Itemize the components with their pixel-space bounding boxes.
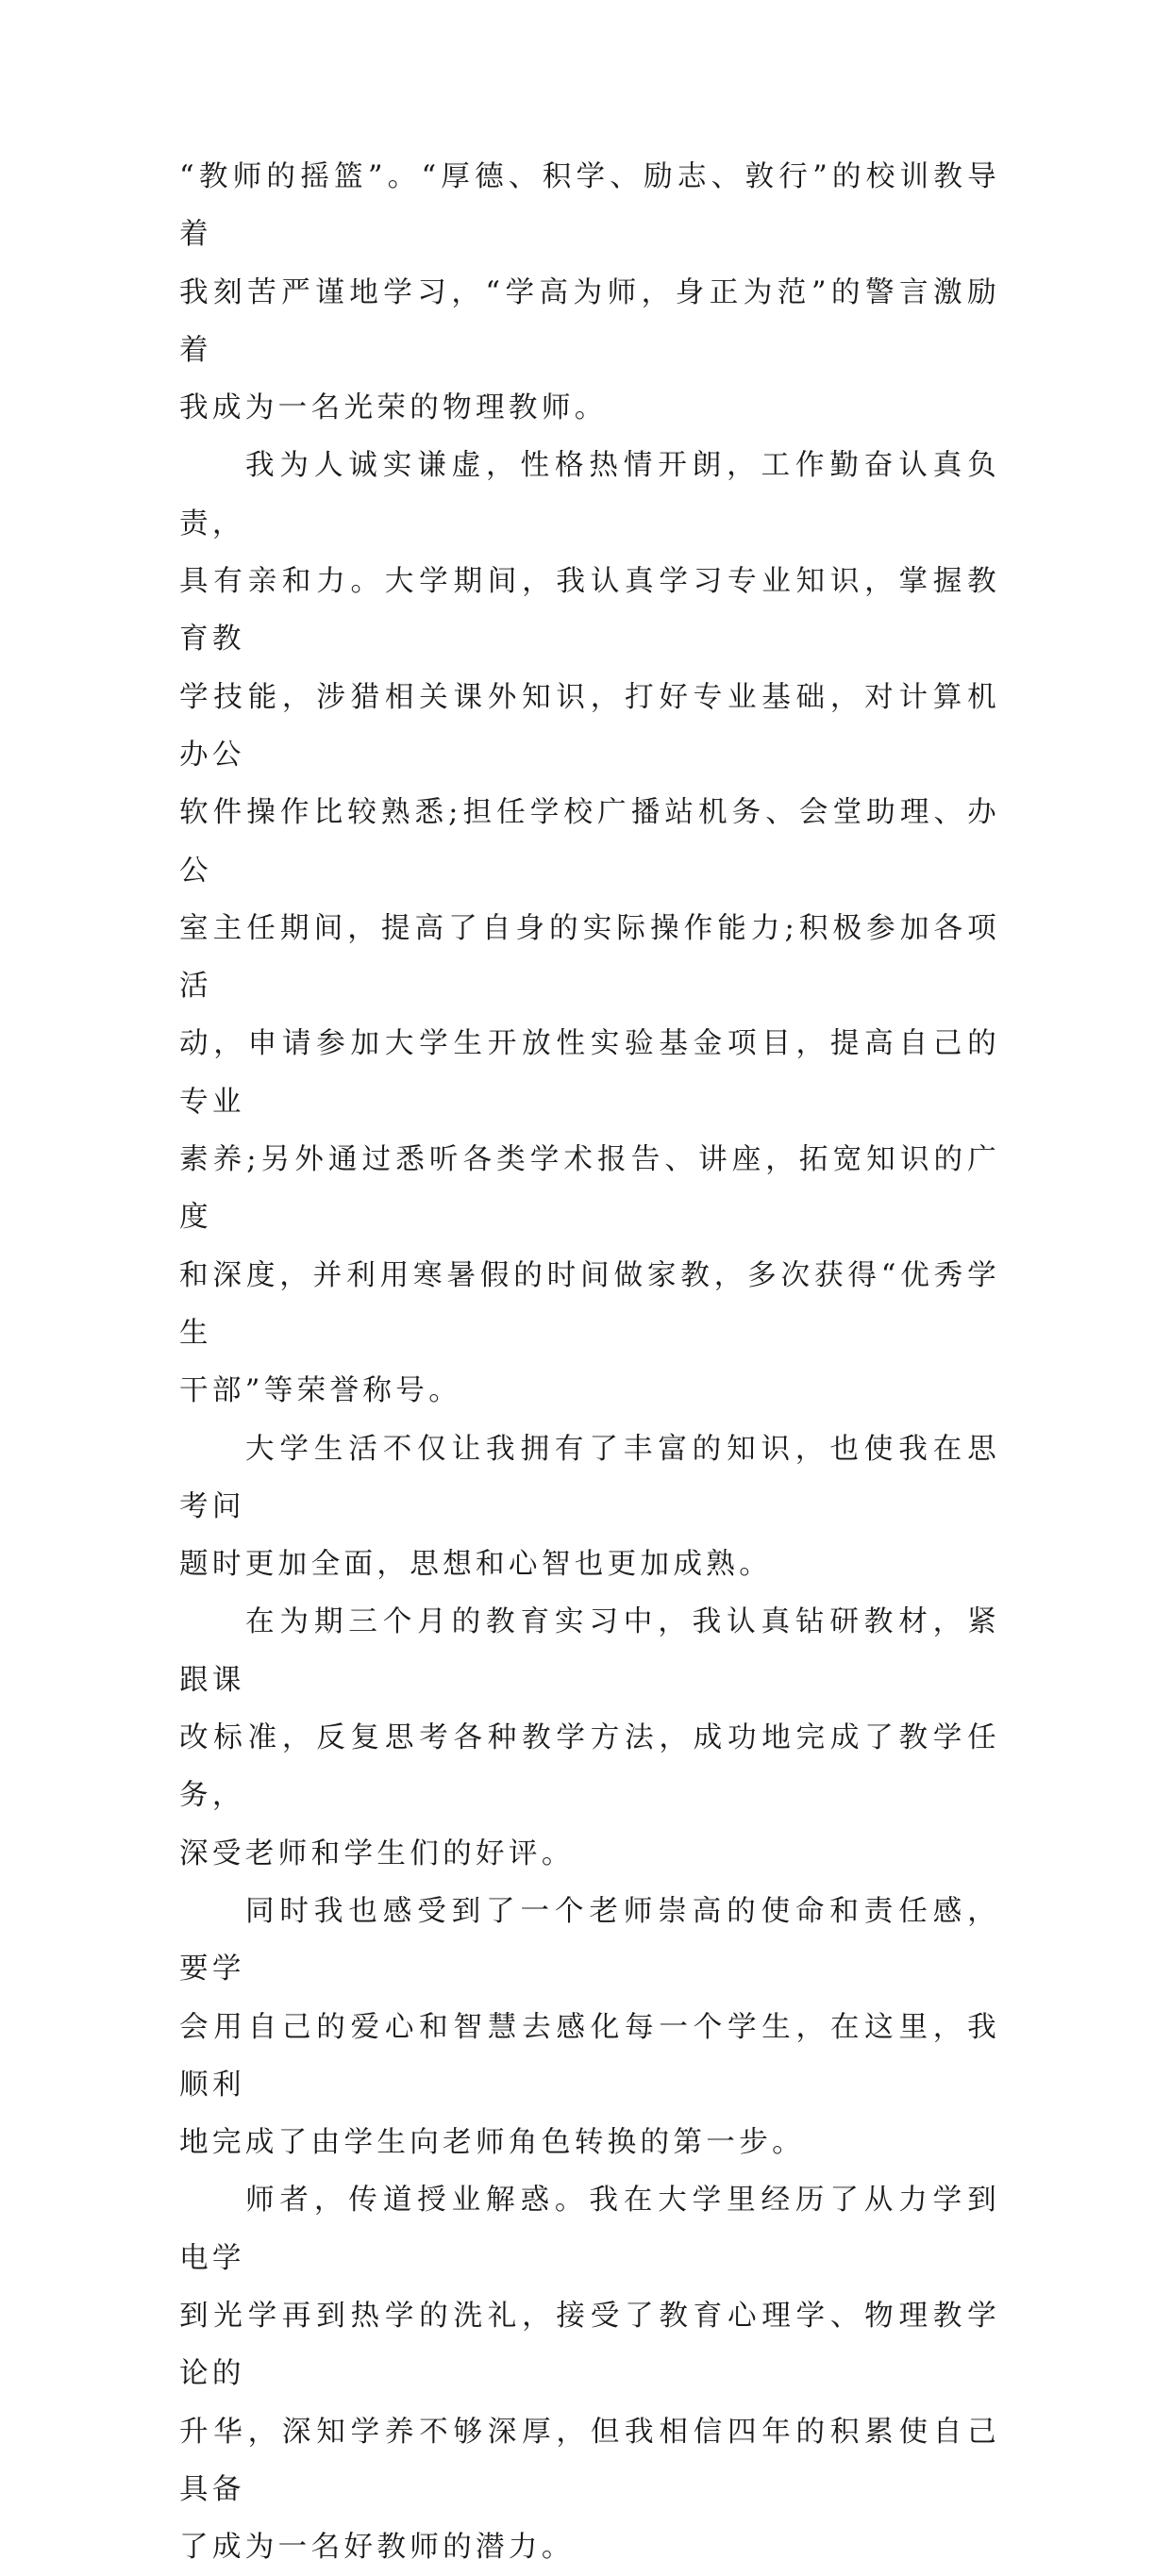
line: 动，申请参加大学生开放性实验基金项目，提高自己的专业: [179, 1027, 1000, 1119]
paragraph-3: [179, 1421, 1000, 1594]
line: 在为期三个月的教育实习中，我认真钻研教材，紧跟课: [179, 1605, 1000, 1697]
line: 升华，深知学养不够深厚，但我相信四年的积累使自己具备: [179, 2415, 1000, 2506]
line: “教师的摇篮”。“厚德、积学、励志、敦行”的校训教导着: [179, 160, 1000, 252]
line: 我为人诚实谦虚，性格热情开朗，工作勤奋认真负责，: [179, 449, 1000, 540]
line: 软件操作比较熟悉;担任学校广播站机务、会堂助理、办公: [179, 796, 1000, 888]
line: 深受老师和学生们的好评。: [179, 1836, 575, 1870]
line: 同时我也感受到了一个老师崇高的使命和责任感，要学: [179, 1894, 1000, 1986]
paragraph-5: [179, 1883, 1000, 2171]
line: 干部”等荣誉称号。: [179, 1374, 462, 1408]
line: 到光学再到热学的洗礼，接受了教育心理学、物理教学论的: [179, 2299, 1000, 2391]
line: 具有亲和力。大学期间，我认真学习专业知识，掌握教育教: [179, 565, 1000, 656]
paragraph-1: [179, 148, 1000, 437]
line: 室主任期间，提高了自身的实际操作能力;积极参加各项活: [179, 911, 1000, 1004]
line: 师者，传道授业解惑。我在大学里经历了从力学到电学: [179, 2184, 1000, 2275]
line: 会用自己的爱心和智慧去感化每一个学生，在这里，我顺利: [179, 2010, 1000, 2102]
line: 题时更加全面，思想和心智也更加成熟。: [179, 1548, 773, 1582]
line: 地完成了由学生向老师角色转换的第一步。: [179, 2126, 805, 2160]
line: 素养;另外通过悉听各类学术报告、讲座，拓宽知识的广度: [179, 1143, 1000, 1235]
line: 了成为一名好教师的潜力。: [179, 2531, 575, 2565]
line: 我刻苦严谨地学习，“学高为师，身正为范”的警言激励着: [179, 275, 1000, 367]
paragraph-2: [179, 437, 1000, 1420]
paragraph-6: [179, 2171, 1000, 2576]
line: 大学生活不仅让我拥有了丰富的知识，也使我在思考问: [179, 1432, 1000, 1523]
line: 我成为一名光荣的物理教师。: [179, 391, 608, 425]
line: 和深度，并利用寒暑假的时间做家教，多次获得“优秀学生: [179, 1258, 1000, 1350]
line: 学技能，涉猎相关课外知识，打好专业基础，对计算机办公: [179, 680, 1000, 772]
paragraph-4: [179, 1593, 1000, 1882]
line: 改标准，反复思考各种教学方法，成功地完成了教学任务，: [179, 1721, 1000, 1813]
document-body: [179, 148, 1000, 2576]
